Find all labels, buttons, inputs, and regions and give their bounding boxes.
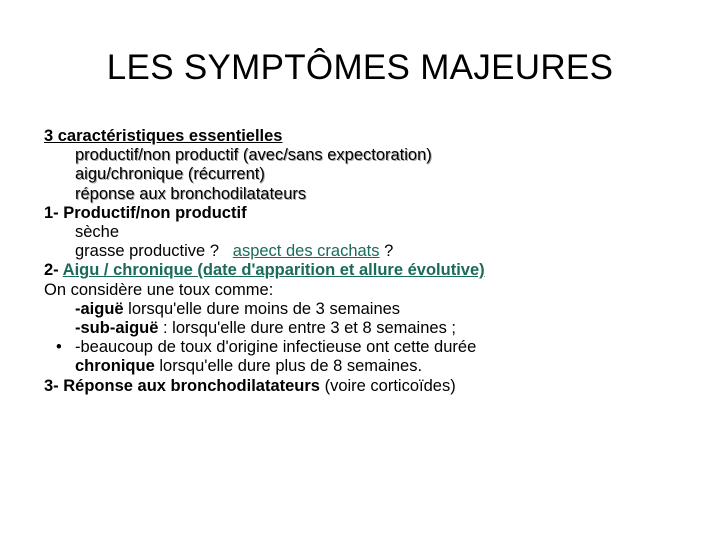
cough-wet — [44, 242, 704, 261]
cough-intro: On considère une toux comme: — [44, 280, 274, 299]
section-3-title: 3- Réponse aux bronchodilatateurs — [44, 376, 320, 395]
cough-wet-prefix: grasse productive ? — [75, 242, 219, 261]
section-2-prefix: 2- — [44, 261, 63, 280]
subacute-desc: : lorsqu'elle dure entre 3 et 8 semaines ; — [158, 319, 456, 338]
section-3-heading — [44, 377, 704, 396]
cough-acute — [44, 300, 704, 319]
chronic-note-text: -beaucoup de toux d'origine infectieuse ont cette durée — [75, 338, 477, 357]
char-item-bronchodilator: réponse aux bronchodilatateurs — [75, 184, 307, 203]
char-item-productive: productif/non productif (avec/sans expectoration) — [75, 146, 432, 165]
slide-title: LES SYMPTÔMES MAJEURES — [106, 48, 614, 87]
cough-subacute — [44, 319, 704, 338]
acute-chronic-link[interactable]: Aigu / chronique (date d'apparition et allure évolutive) — [62, 261, 485, 280]
chronic-label: chronique — [75, 357, 155, 376]
bullet-icon: • — [56, 338, 62, 357]
cough-wet-suffix: ? — [379, 242, 394, 261]
chronic-desc: lorsqu'elle dure plus de 8 semaines. — [154, 357, 423, 376]
section-1-heading: 1- Productif/non productif — [44, 203, 247, 222]
acute-desc: lorsqu'elle dure moins de 3 semaines — [123, 299, 401, 318]
section-3-note: (voire corticoïdes) — [319, 376, 456, 395]
section-2-heading — [44, 261, 704, 280]
char-item-acute-chronic: aigu/chronique (récurrent) — [75, 165, 265, 184]
subacute-label: -sub-aiguë — [75, 319, 159, 338]
heading-characteristics: 3 caractéristiques essentielles — [44, 127, 283, 145]
slide-body — [44, 127, 704, 396]
sputum-aspect-link[interactable]: aspect des crachats — [232, 242, 380, 261]
cough-chronic — [44, 357, 704, 376]
cough-dry: sèche — [75, 223, 120, 242]
acute-label: -aiguë — [75, 299, 124, 318]
cough-chronic-note — [44, 338, 704, 357]
